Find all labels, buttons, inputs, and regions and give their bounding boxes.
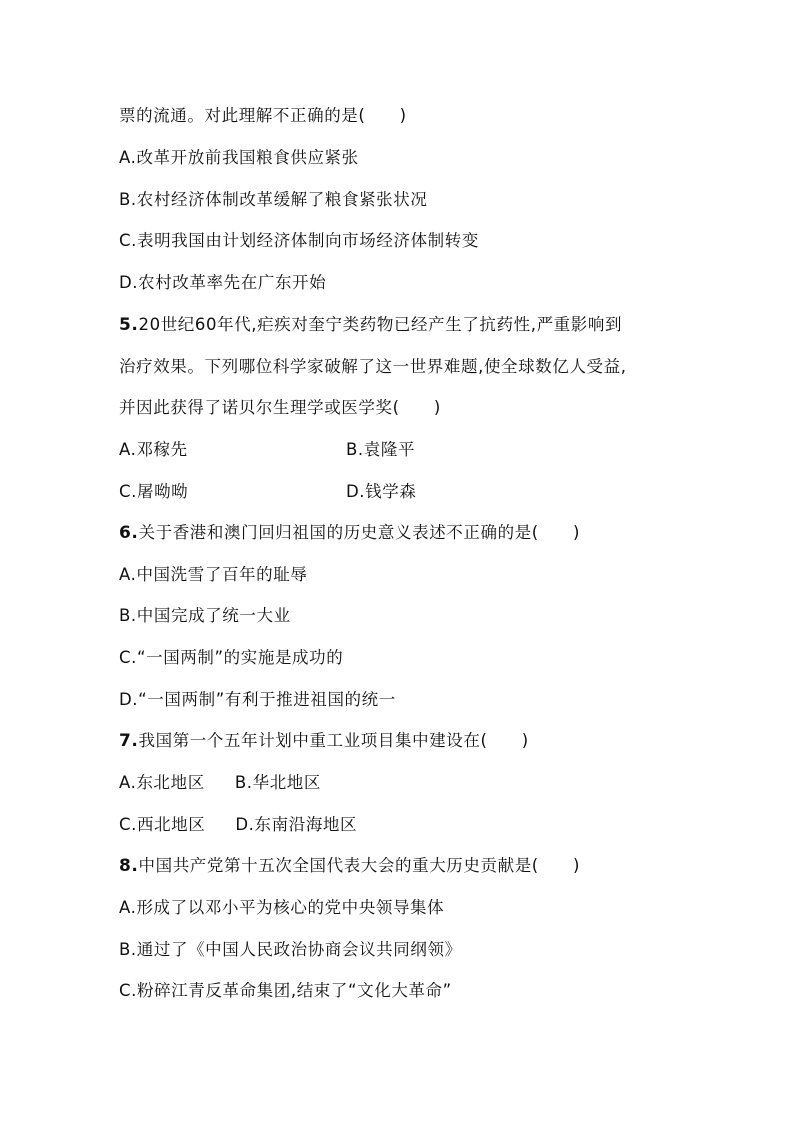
q7-option-c: C.西北地区 — [119, 815, 206, 834]
q8-option-c: C.粉碎江青反革命集团,结束了“文化大革命” — [119, 981, 452, 1000]
q5-option-a: A.邓稼先 — [119, 440, 188, 459]
q7-option-a: A.东北地区 — [119, 773, 205, 792]
q7-options-row1 — [119, 771, 321, 795]
q7-options-row2 — [119, 813, 357, 837]
q5-option-b: B.袁隆平 — [346, 440, 416, 459]
q5-number: 5. — [119, 315, 139, 335]
q5-stem-text-1: 20世纪60年代,疟疾对奎宁类药物已经产生了抗药性,严重影响到 — [138, 315, 623, 334]
q4-option-b: B.农村经济体制改革缓解了粮食紧张状况 — [119, 190, 428, 209]
q6-stem-text: 关于香港和澳门回归祖国的历史意义表述不正确的是( ) — [138, 523, 581, 542]
q8-option-a: A.形成了以邓小平为核心的党中央领导集体 — [119, 898, 445, 917]
q7-stem-text: 我国第一个五年计划中重工业项目集中建设在( ) — [138, 731, 529, 750]
q5-stem-line2: 治疗效果。下列哪位科学家破解了这一世界难题,使全球数亿人受益, — [119, 357, 627, 376]
q6-option-d: D.“一国两制”有利于推进祖国的统一 — [119, 690, 396, 709]
q6-number: 6. — [119, 523, 139, 543]
q6-option-a: A.中国洗雪了百年的耻辱 — [119, 565, 308, 584]
q5-stem-line1 — [119, 313, 622, 337]
q4-option-c: C.表明我国由计划经济体制向市场经济体制转变 — [119, 231, 479, 250]
q7-number: 7. — [119, 731, 139, 751]
q6-stem-line — [119, 521, 580, 545]
q8-stem-line — [119, 854, 580, 878]
q5-option-d: D.钱学森 — [346, 482, 417, 501]
q4-option-a: A.改革开放前我国粮食供应紧张 — [119, 148, 359, 167]
q7-option-b: B.华北地区 — [234, 773, 322, 792]
q8-option-b: B.通过了《中国人民政治协商会议共同纲领》 — [119, 940, 462, 959]
q8-number: 8. — [119, 856, 139, 876]
q5-option-c: C.屠呦呦 — [119, 482, 189, 501]
q7-stem-line — [119, 729, 529, 753]
q4-stem-continuation: 票的流通。对此理解不正确的是( ) — [119, 106, 407, 125]
q4-option-d: D.农村改革率先在广东开始 — [119, 273, 327, 292]
q7-option-d: D.东南沿海地区 — [235, 815, 358, 834]
q6-option-b: B.中国完成了统一大业 — [119, 606, 291, 625]
q6-option-c: C.“一国两制”的实施是成功的 — [119, 648, 344, 667]
q8-stem-text: 中国共产党第十五次全国代表大会的重大历史贡献是( ) — [138, 856, 581, 875]
q5-stem-line3: 并因此获得了诺贝尔生理学或医学奖( ) — [119, 398, 441, 417]
